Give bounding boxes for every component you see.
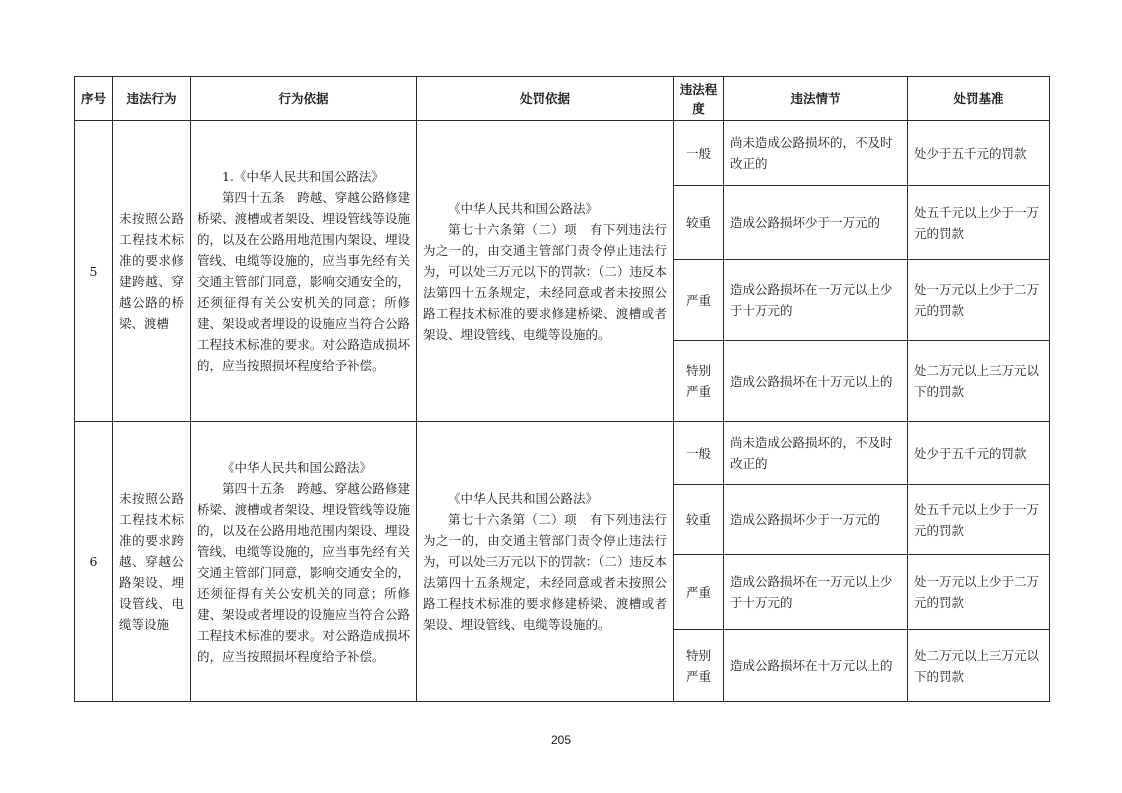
- row-penalty-basis: [417, 121, 674, 422]
- level-standard: 处二万元以上三万元以下的罚款: [908, 341, 1050, 422]
- level-degree: 较重: [674, 485, 724, 555]
- header-degree: 违法程度: [674, 77, 724, 121]
- level-degree: 一般: [674, 121, 724, 186]
- row-seq: 6: [75, 422, 113, 702]
- row-seq: 5: [75, 121, 113, 422]
- level-circumstance: 造成公路损坏在一万元以上少于十万元的: [724, 555, 908, 630]
- level-standard: 处五千元以上少于一万元的罚款: [908, 485, 1050, 555]
- level-standard: 处少于五千元的罚款: [908, 422, 1050, 485]
- page-number: 205: [550, 733, 572, 747]
- row-act: 未按照公路工程技术标准的要求跨越、穿越公路架设、埋设管线、电缆等设施: [113, 422, 191, 702]
- header-basis: 行为依据: [191, 77, 417, 121]
- table-row: [75, 121, 1050, 186]
- level-circumstance: 尚未造成公路损坏的，不及时改正的: [724, 121, 908, 186]
- penalty-title: 《中华人民共和国公路法》: [448, 200, 599, 216]
- header-penalty-basis: 处罚依据: [417, 77, 674, 121]
- level-standard: 处一万元以上少于二万元的罚款: [908, 260, 1050, 341]
- row-penalty-basis: [417, 422, 674, 702]
- penalty-standard-table: [74, 76, 1050, 702]
- penalty-title: 《中华人民共和国公路法》: [448, 491, 599, 506]
- level-circumstance: 造成公路损坏在十万元以上的: [724, 341, 908, 422]
- basis-text: 第四十五条 跨越、穿越公路修建桥梁、渡槽或者架设、埋设管线等设施的，以及在公路用地范围内架设、埋设管线、电缆等设施的，应当事先经有关交通主管部门同意，影响交通安全的，还须征得有关公安机关的同意；所修建、架设或者埋设的设施应当符合公路工程技术标准的要求。对公路造成损坏的，应当按照损坏程度给予补偿。: [197, 190, 410, 373]
- level-degree: 一般: [674, 422, 724, 485]
- level-degree: 特别严重: [674, 341, 724, 422]
- level-degree: 严重: [674, 555, 724, 630]
- header-standard: 处罚基准: [908, 77, 1050, 121]
- penalty-text: 第七十六条第（二）项 有下列违法行为之一的，由交通主管部门责令停止违法行为，可以处三万元以下的罚款：（二）违反本法第四十五条规定，未经同意或者未按照公路工程技术标准的要求修建桥梁、渡槽或者架设、埋设管线、电缆等设施的。: [423, 221, 667, 342]
- header-act: 违法行为: [113, 77, 191, 121]
- level-standard: 处一万元以上少于二万元的罚款: [908, 555, 1050, 630]
- header-seq: 序号: [75, 77, 113, 121]
- basis-title: 《中华人民共和国公路法》: [222, 459, 373, 475]
- level-standard: 处五千元以上少于一万元的罚款: [908, 186, 1050, 260]
- level-degree: 特别严重: [674, 630, 724, 702]
- row-basis: [191, 422, 417, 702]
- level-circumstance: 造成公路损坏在十万元以上的: [724, 630, 908, 702]
- header-circumstance: 违法情节: [724, 77, 908, 121]
- row-basis: [191, 121, 417, 422]
- basis-title: 1.《中华人民共和国公路法》: [222, 169, 384, 184]
- penalty-text: 第七十六条第（二）项 有下列违法行为之一的，由交通主管部门责令停止违法行为，可以处三万元以下的罚款：（二）违反本法第四十五条规定，未经同意或者未按照公路工程技术标准的要求修建桥梁、渡槽或者架设、埋设管线、电缆等设施的。: [423, 512, 667, 632]
- level-degree: 严重: [674, 260, 724, 341]
- level-circumstance: 造成公路损坏在一万元以上少于十万元的: [724, 260, 908, 341]
- level-circumstance: 造成公路损坏少于一万元的: [724, 485, 908, 555]
- level-circumstance: 尚未造成公路损坏的，不及时改正的: [724, 422, 908, 485]
- row-act: 未按照公路工程技术标准的要求修建跨越、穿越公路的桥梁、渡槽: [113, 121, 191, 422]
- level-degree: 较重: [674, 186, 724, 260]
- table-row: [75, 422, 1050, 485]
- table-header-row: [75, 77, 1050, 121]
- level-standard: 处二万元以上三万元以下的罚款: [908, 630, 1050, 702]
- basis-text: 第四十五条 跨越、穿越公路修建桥梁、渡槽或者架设、埋设管线等设施的，以及在公路用地范围内架设、埋设管线、电缆等设施的，应当事先经有关交通主管部门同意，影响交通安全的，还须征得有关公安机关的同意；所修建、架设或者埋设的设施应当符合公路工程技术标准的要求。对公路造成损坏的，应当按照损坏程度给予补偿。: [197, 480, 410, 664]
- level-circumstance: 造成公路损坏少于一万元的: [724, 186, 908, 260]
- level-standard: 处少于五千元的罚款: [908, 121, 1050, 186]
